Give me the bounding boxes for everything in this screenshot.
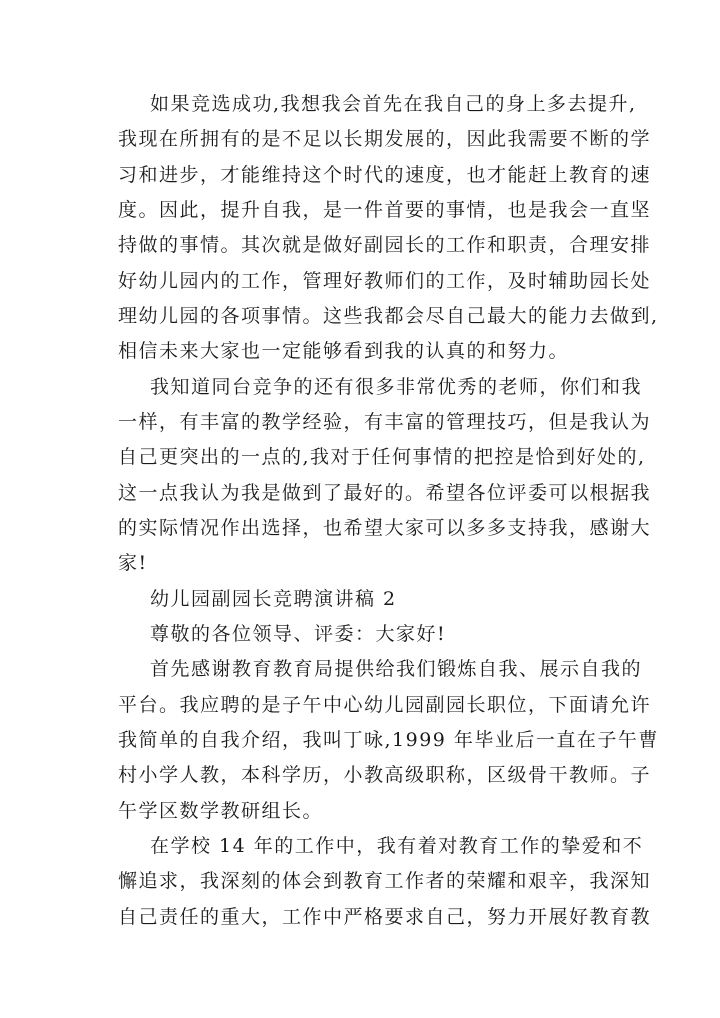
text-line: 一样，有丰富的教学经验，有丰富的管理技巧，但是我认为 <box>118 411 652 433</box>
text-line: 村小学人教，本科学历，小教高级职称，区级骨干教师。子 <box>118 764 652 786</box>
text-line: 如果竞选成功,我想我会首先在我自己的身上多去提升, <box>150 93 637 115</box>
text-line: 首先感谢教育教育局提供给我们锻炼自我、展示自我的 <box>150 658 643 680</box>
text-line: 我现在所拥有的是不足以长期发展的，因此我需要不断的学 <box>118 128 652 150</box>
text-line: 这一点我认为我是做到了最好的。希望各位评委可以根据我 <box>118 482 652 504</box>
text-line: 理幼儿园的各项事情。这些我都会尽自己最大的能力去做到, <box>118 305 659 327</box>
text-line: 习和进步，才能维持这个时代的速度，也才能赶上教育的速 <box>118 164 652 186</box>
text-line: 好幼儿园内的工作，管理好教师们的工作，及时辅助园长处 <box>118 270 652 292</box>
text-line: 的实际情况作出选择，也希望大家可以多多支持我，感谢大 <box>118 517 652 539</box>
text-line: 自己更突出的一点的,我对于任何事情的把控是恰到好处的, <box>118 446 646 468</box>
greeting-line: 尊敬的各位领导、评委：大家好! <box>150 623 447 645</box>
text-line: 家! <box>118 552 148 574</box>
text-line: 在学校 14 年的工作中，我有着对教育工作的挚爱和不 <box>150 835 644 857</box>
text-line: 相信未来大家也一定能够看到我的认真的和努力。 <box>118 340 570 362</box>
text-line: 自己责任的重大，工作中严格要求自己，努力开展好教育教 <box>118 906 652 928</box>
text-line: 我简单的自我介绍，我叫丁咏,1999 年毕业后一直在子午曹 <box>118 729 659 751</box>
text-line: 平台。我应聘的是子午中心幼儿园副园长职位，下面请允许 <box>118 694 652 716</box>
text-line: 懈追求，我深刻的体会到教育工作者的荣耀和艰辛，我深知 <box>118 870 652 892</box>
text-line: 我知道同台竞争的还有很多非常优秀的老师，你们和我 <box>150 376 643 398</box>
text-line: 午学区数学教研组长。 <box>118 800 324 822</box>
section-heading: 幼儿园副园长竞聘演讲稿 2 <box>150 588 397 610</box>
text-line: 持做的事情。其次就是做好副园长的工作和职责，合理安排 <box>118 234 652 256</box>
text-line: 度。因此，提升自我，是一件首要的事情，也是我会一直坚 <box>118 199 652 221</box>
